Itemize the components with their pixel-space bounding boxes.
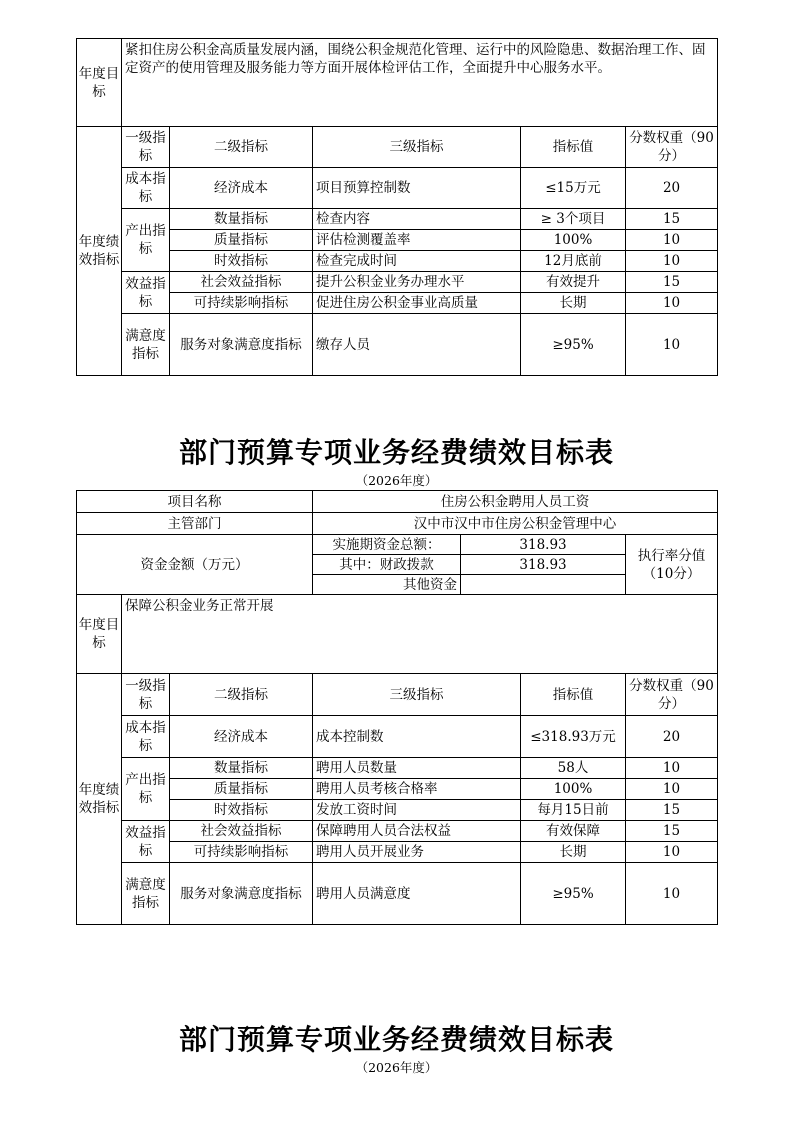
cell-value: 有效提升: [521, 272, 626, 293]
cell-level1: 满意度指标: [122, 863, 170, 925]
second-performance-table: [76, 490, 718, 925]
table-row: [77, 716, 718, 758]
table-row: [77, 272, 718, 293]
cell-level3: 检查完成时间: [313, 251, 521, 272]
cell-value: 100%: [521, 230, 626, 251]
cell-value: 12月底前: [521, 251, 626, 272]
indicators-label: 年度绩效指标: [77, 127, 122, 376]
cell-level1: 成本指标: [122, 716, 170, 758]
cell-value: 长期: [521, 842, 626, 863]
cell-value: 有效保障: [521, 821, 626, 842]
header-level2: 二级指标: [170, 127, 313, 168]
cell-weight: 15: [626, 800, 718, 821]
cell-level3: 聘用人员数量: [313, 758, 521, 779]
cell-level2: 数量指标: [170, 758, 313, 779]
cell-weight: 10: [626, 314, 718, 376]
cell-weight: 15: [626, 272, 718, 293]
cell-weight: 20: [626, 716, 718, 758]
project-name: 住房公积金聘用人员工资: [313, 491, 718, 513]
cell-level2: 经济成本: [170, 168, 313, 209]
top-performance-table: [76, 38, 718, 376]
cell-level3: 成本控制数: [313, 716, 521, 758]
funds-label: 资金金额（万元）: [77, 535, 313, 595]
cell-level2: 数量指标: [170, 209, 313, 230]
cell-level3: 促进住房公积金事业高质量: [313, 293, 521, 314]
cell-weight: 15: [626, 821, 718, 842]
cell-value: ≤318.93万元: [521, 716, 626, 758]
cell-level1: 成本指标: [122, 168, 170, 209]
cell-level2: 可持续影响指标: [170, 842, 313, 863]
cell-value: ≥95%: [521, 863, 626, 925]
header-level3: 三级指标: [313, 127, 521, 168]
cell-value: ≥ 3个项目: [521, 209, 626, 230]
cell-level3: 缴存人员: [313, 314, 521, 376]
cell-level3: 保障聘用人员合法权益: [313, 821, 521, 842]
cell-level3: 评估检测覆盖率: [313, 230, 521, 251]
third-table-title: 部门预算专项业务经费绩效目标表: [178, 1023, 614, 1056]
table-row: [77, 821, 718, 842]
cell-level2: 时效指标: [170, 800, 313, 821]
total-funds-value: 318.93: [461, 535, 626, 555]
project-name-label: 项目名称: [77, 491, 313, 513]
table-row: [77, 251, 718, 272]
annual-goal-text: 紧扣住房公积金高质量发展内涵，围绕公积金规范化管理、运行中的风险隐患、数据治理工作、固定资产的使用管理及服务能力等方面开展体检评估工作，全面提升中心服务水平。: [122, 39, 718, 127]
table-row: [77, 779, 718, 800]
annual-goal-label: 年度目标: [77, 39, 122, 127]
other-funds-label: 其他资金: [313, 575, 461, 595]
third-table-subtitle: （2026年度）: [355, 1060, 438, 1075]
header-weight: 分数权重（90分）: [626, 127, 718, 168]
cell-value: ≤15万元: [521, 168, 626, 209]
department: 汉中市汉中市住房公积金管理中心: [313, 513, 718, 535]
table-row: [77, 758, 718, 779]
cell-level2: 社会效益指标: [170, 821, 313, 842]
cell-level1: 满意度指标: [122, 314, 170, 376]
cell-level2: 质量指标: [170, 230, 313, 251]
cell-level2: 经济成本: [170, 716, 313, 758]
total-funds-label: 实施期资金总额：: [313, 535, 461, 555]
table-row: [77, 230, 718, 251]
other-funds-value: [461, 575, 626, 595]
cell-level2: 可持续影响指标: [170, 293, 313, 314]
cell-weight: 10: [626, 230, 718, 251]
cell-level3: 检查内容: [313, 209, 521, 230]
cell-value: ≥95%: [521, 314, 626, 376]
cell-level3: 聘用人员开展业务: [313, 842, 521, 863]
fiscal-funds-value: 318.93: [461, 555, 626, 575]
annual-goal-label: 年度目标: [77, 595, 122, 674]
table-row: [77, 168, 718, 209]
cell-level1: 产出指标: [122, 758, 170, 821]
cell-value: 长期: [521, 293, 626, 314]
cell-value: 58人: [521, 758, 626, 779]
cell-weight: 20: [626, 168, 718, 209]
annual-goal-text: 保障公积金业务正常开展: [122, 595, 718, 674]
second-table-subtitle: （2026年度）: [355, 473, 438, 488]
cell-level3: 聘用人员考核合格率: [313, 779, 521, 800]
cell-level2: 社会效益指标: [170, 272, 313, 293]
cell-level2: 服务对象满意度指标: [170, 314, 313, 376]
cell-value: 100%: [521, 779, 626, 800]
header-value: 指标值: [521, 127, 626, 168]
cell-weight: 10: [626, 842, 718, 863]
cell-weight: 10: [626, 863, 718, 925]
cell-weight: 10: [626, 758, 718, 779]
cell-level2: 时效指标: [170, 251, 313, 272]
cell-weight: 10: [626, 251, 718, 272]
cell-level3: 聘用人员满意度: [313, 863, 521, 925]
header-level1: 一级指标: [122, 674, 170, 716]
fiscal-funds-label: 其中：财政拨款: [313, 555, 461, 575]
cell-level3: 提升公积金业务办理水平: [313, 272, 521, 293]
cell-level2: 服务对象满意度指标: [170, 863, 313, 925]
table-row: [77, 863, 718, 925]
table-row: [77, 209, 718, 230]
execution-rate-label: 执行率分值（10分）: [626, 535, 718, 595]
department-label: 主管部门: [77, 513, 313, 535]
indicators-label: 年度绩效指标: [77, 674, 122, 925]
cell-weight: 10: [626, 779, 718, 800]
cell-weight: 10: [626, 293, 718, 314]
header-level3: 三级指标: [313, 674, 521, 716]
cell-level3: 项目预算控制数: [313, 168, 521, 209]
second-table-title: 部门预算专项业务经费绩效目标表: [178, 436, 614, 469]
cell-level2: 质量指标: [170, 779, 313, 800]
cell-level1: 效益指标: [122, 821, 170, 863]
cell-value: 每月15日前: [521, 800, 626, 821]
table-row: [77, 842, 718, 863]
header-value: 指标值: [521, 674, 626, 716]
cell-level1: 效益指标: [122, 272, 170, 314]
cell-level3: 发放工资时间: [313, 800, 521, 821]
cell-level1: 产出指标: [122, 209, 170, 272]
table-row: [77, 314, 718, 376]
cell-weight: 15: [626, 209, 718, 230]
table-row: [77, 293, 718, 314]
header-level2: 二级指标: [170, 674, 313, 716]
header-weight: 分数权重（90分）: [626, 674, 718, 716]
table-row: [77, 800, 718, 821]
header-level1: 一级指标: [122, 127, 170, 168]
